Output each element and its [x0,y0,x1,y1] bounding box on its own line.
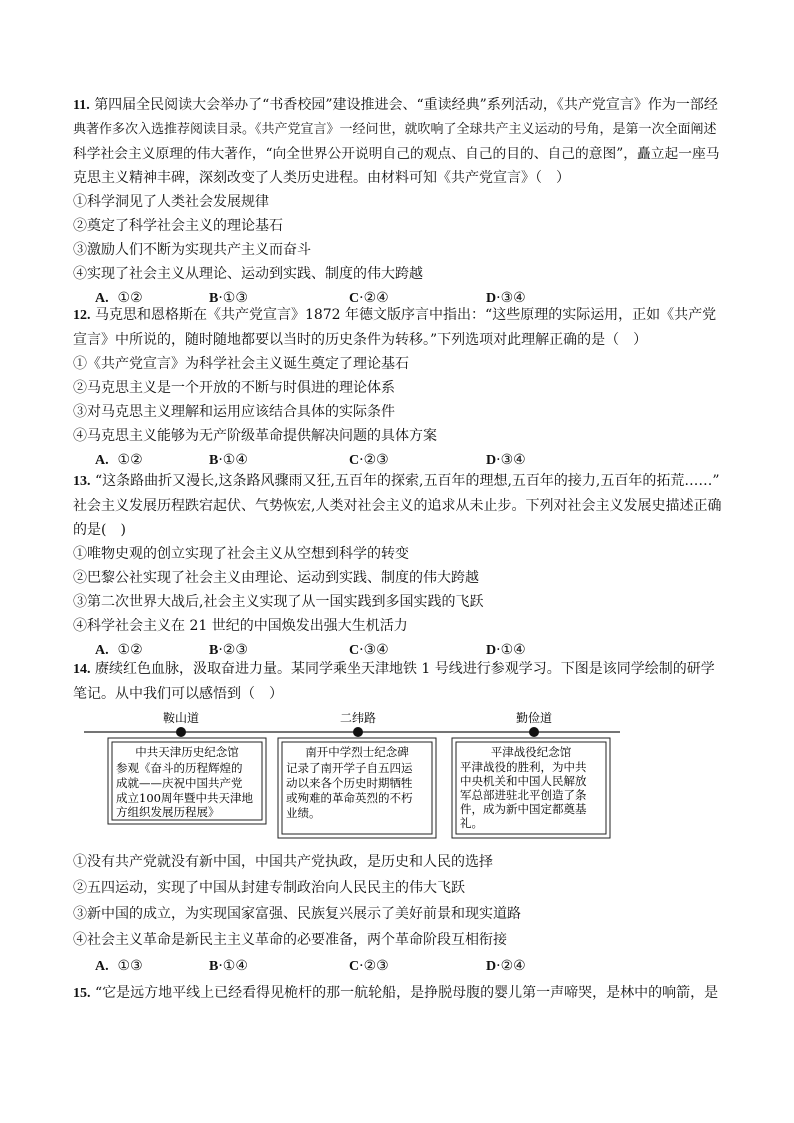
option-a[interactable]: A. ①② [95,642,143,658]
option-c[interactable]: C·②④ [349,290,389,306]
option-a[interactable]: A. ①② [95,290,143,306]
station-label: 勤俭道 [515,711,553,725]
statement: ④科学社会主义在 21 世纪的中国焕发出强大生机活力 [73,618,408,634]
statement: ②五四运动，实现了中国从封建专制政治向人民民主的伟大飞跃 [73,880,465,896]
statement: ④马克思主义能够为无产阶级革命提供解决问题的具体方案 [73,428,437,444]
note-box-title: 中共天津历史纪念馆 [135,745,239,759]
statement: ③对马克思主义理解和运用应该结合具体的实际条件 [73,404,395,420]
statement: ①科学洞见了人类社会发展规律 [73,194,269,210]
note-box-text: 件，成为新中国定都奠基 [460,802,587,816]
option-d[interactable]: D·③④ [486,452,526,468]
statement: ③第二次世界大战后,社会主义实现了从一国实践到多国实践的飞跃 [73,594,484,610]
statement: ②奠定了科学社会主义的理论基石 [73,218,283,234]
option-d[interactable]: D·③④ [486,290,526,306]
statement: ②巴黎公社实现了社会主义由理论、运动到实践、制度的伟大跨越 [73,570,479,586]
note-box-text: 方组织发展历程展》 [116,805,220,819]
note-box-title: 南开中学烈士纪念碑 [305,745,409,759]
station-dot [176,727,186,737]
option-b[interactable]: B·①④ [209,452,248,468]
question-11-stem-line: 科学社会主义原理的伟大著作，“向全世界公开说明自己的观点、自己的目的、自己的意图”，矗立起一座马 [73,146,720,162]
note-box-text: 平津战役的胜利，为中共 [460,760,587,774]
question-number: 14. [73,662,91,677]
option-d[interactable]: D·①④ [486,642,526,658]
statement: ③新中国的成立，为实现国家富强、民族复兴展示了美好前景和现实道路 [73,906,521,922]
question-13-stem-line: 13. “这条路曲折又漫长,这条路风骤雨又狂,五百年的探索,五百年的理想,五百年的接力,五百年的拓荒……” [73,473,720,489]
question-11-stem-line: 典著作多次入选推荐阅读目录。《共产党宣言》一经问世，就吹响了全球共产主义运动的号角，是第一次全面阐述 [73,122,717,137]
note-box-text: 军总部进驻北平创造了条 [460,788,587,802]
question-11 [73,93,723,310]
option-b[interactable]: B·②③ [209,642,248,658]
metro-study-notes-diagram [84,708,624,848]
note-box-text: 参观《奋斗的历程辉煌的 [116,761,243,775]
statement: ①没有共产党就没有新中国，中国共产党执政，是历史和人民的选择 [73,854,493,870]
question-number: 15. [73,986,91,1001]
option-b[interactable]: B·①④ [209,958,248,974]
note-box-text: 或殉难的革命英烈的不朽 [286,791,413,805]
question-15 [73,981,723,1006]
note-box-text: 记录了南开学子自五四运 [286,761,413,775]
statement: ④社会主义革命是新民主主义革命的必要准备，两个革命阶段互相衔接 [73,932,507,948]
question-12 [73,303,723,472]
option-c[interactable]: C·②③ [349,958,389,974]
statement: ①《共产党宣言》为科学社会主义诞生奠定了理论基石 [73,356,409,372]
question-number: 12. [73,308,91,323]
question-14-stem-line: 笔记。从中我们可以感悟到（ ） [73,686,283,702]
station-dot [353,727,363,737]
statement: ②马克思主义是一个开放的不断与时俱进的理论体系 [73,380,395,396]
option-d[interactable]: D·②④ [486,958,526,974]
question-12-stem-line: 宣言》中所说的，随时随地都要以当时的历史条件为转移。”下列选项对此理解正确的是（ ） [73,332,648,348]
question-number: 11. [73,98,90,113]
station-dot [529,727,539,737]
question-14-stem-line: 14. 赓续红色血脉，汲取奋进力量。某同学乘坐天津地铁 1 号线进行参观学习。下图是该同学绘制的研学 [73,661,715,677]
statement: ③激励人们不断为实现共产主义而奋斗 [73,242,311,258]
question-13-stem-line: 社会主义发展历程跌宕起伏、气势恢宏,人类对社会主义的追求从未止步。下列对社会主义发展史描述正确 [73,498,722,514]
question-11-stem-line: 克思主义精神丰碑，深刻改变了人类历史进程。由材料可知《共产党宣言》（ ） [73,170,570,186]
question-13-stem-line: 的是( ) [73,522,126,538]
station-label: 二纬路 [339,711,377,725]
note-box-text: 中央机关和中国人民解放 [460,774,587,788]
question-12-stem-line: 12. 马克思和恩格斯在《共产党宣言》1872 年德文版序言中指出：“这些原理的实际运用，正如《共产党 [73,307,717,323]
note-box-text: 成就——庆祝中国共产党 [116,776,243,790]
option-b[interactable]: B·①③ [209,290,248,306]
question-number: 13. [73,474,91,489]
question-15-stem-line: 15. “它是远方地平线上已经看得见桅杆的那一航轮船，是挣脱母腹的婴儿第一声啼哭，是林中的响箭，是 [73,985,719,1001]
question-13 [73,469,723,662]
station-label: 鞍山道 [162,711,200,725]
note-box-title: 平津战役纪念馆 [490,745,572,759]
statement: ④实现了社会主义从理论、运动到实践、制度的伟大跨越 [73,266,423,282]
question-14 [73,657,723,706]
note-box-text: 业绩。 [286,806,321,820]
question-14-choices [73,850,723,978]
question-11-stem-line: 11. 第四届全民阅读大会举办了“书香校园”建设推进会、“重读经典”系列活动，《共产党宣言》作为一部经 [73,97,718,113]
option-c[interactable]: C·③④ [349,642,389,658]
statement: ①唯物史观的创立实现了社会主义从空想到科学的转变 [73,546,409,562]
answer-options [73,954,723,978]
note-box-text: 礼。 [460,816,483,830]
note-box-text: 成立100周年暨中共天津地 [116,791,253,805]
note-box-text: 动以来各个历史时期牺牲 [286,776,413,790]
option-a[interactable]: A. ①③ [95,958,143,974]
option-a[interactable]: A. ①② [95,452,143,468]
option-c[interactable]: C·②③ [349,452,389,468]
